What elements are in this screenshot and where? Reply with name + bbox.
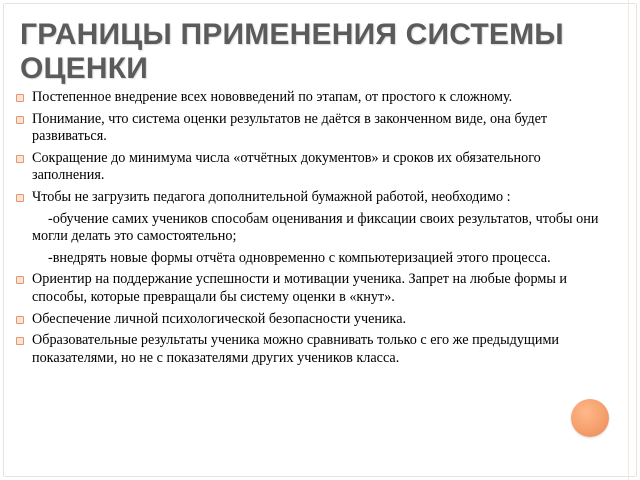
sub-item-text: -внедрять новые формы отчёта одновременно с компьютеризацией этого процесса. — [48, 249, 551, 266]
list-item — [16, 89, 612, 107]
decorative-circle-icon — [571, 399, 609, 437]
bullet-icon — [16, 316, 24, 324]
list-item-text: Понимание, что система оценки результатов не даётся в законченном виде, она будет развиваться. — [32, 110, 548, 145]
sub-item-text: -обучение самих учеников способам оценивания и фиксации своих результатов, чтобы они могли делать это самостоятельно; — [32, 210, 599, 245]
sub-item — [16, 211, 612, 246]
list-item — [16, 271, 612, 306]
list-item — [16, 111, 612, 146]
list-item-text: Чтобы не загрузить педагога дополнительной бумажной работой, необходимо : — [32, 188, 511, 205]
bullet-icon — [16, 155, 24, 163]
bullet-icon — [16, 276, 24, 284]
slide-title: ГРАНИЦЫ ПРИМЕНЕНИЯ СИСТЕМЫ ОЦЕНКИ — [20, 18, 564, 85]
bullet-icon — [16, 94, 24, 102]
list-item-text: Образовательные результаты ученика можно сравнивать только с его же предыдущими показателями, но не с показателями других учеников класса. — [32, 332, 560, 366]
list-item — [16, 189, 612, 207]
bullet-icon — [16, 116, 24, 124]
sub-item — [16, 250, 612, 268]
list-item — [16, 332, 612, 367]
slide-frame-line — [628, 0, 629, 480]
list-item — [16, 311, 612, 329]
list-item — [16, 150, 612, 185]
list-item-text: Сокращение до минимума числа «отчётных документов» и сроков их обязательного заполнения. — [32, 149, 541, 184]
list-item-text: Обеспечение личной психологической безопасности ученика. — [32, 310, 407, 327]
bullet-icon — [16, 337, 24, 345]
list-item-text: Ориентир на поддержание успешности и мотивации ученика. Запрет на любые формы и способы, которые превращали бы систему оценки в «кнут». — [32, 271, 568, 305]
bullet-icon — [16, 194, 24, 202]
list-item-text: Постепенное внедрение всех нововведений по этапам, от простого к сложному. — [32, 89, 513, 105]
slide-content — [16, 89, 612, 371]
